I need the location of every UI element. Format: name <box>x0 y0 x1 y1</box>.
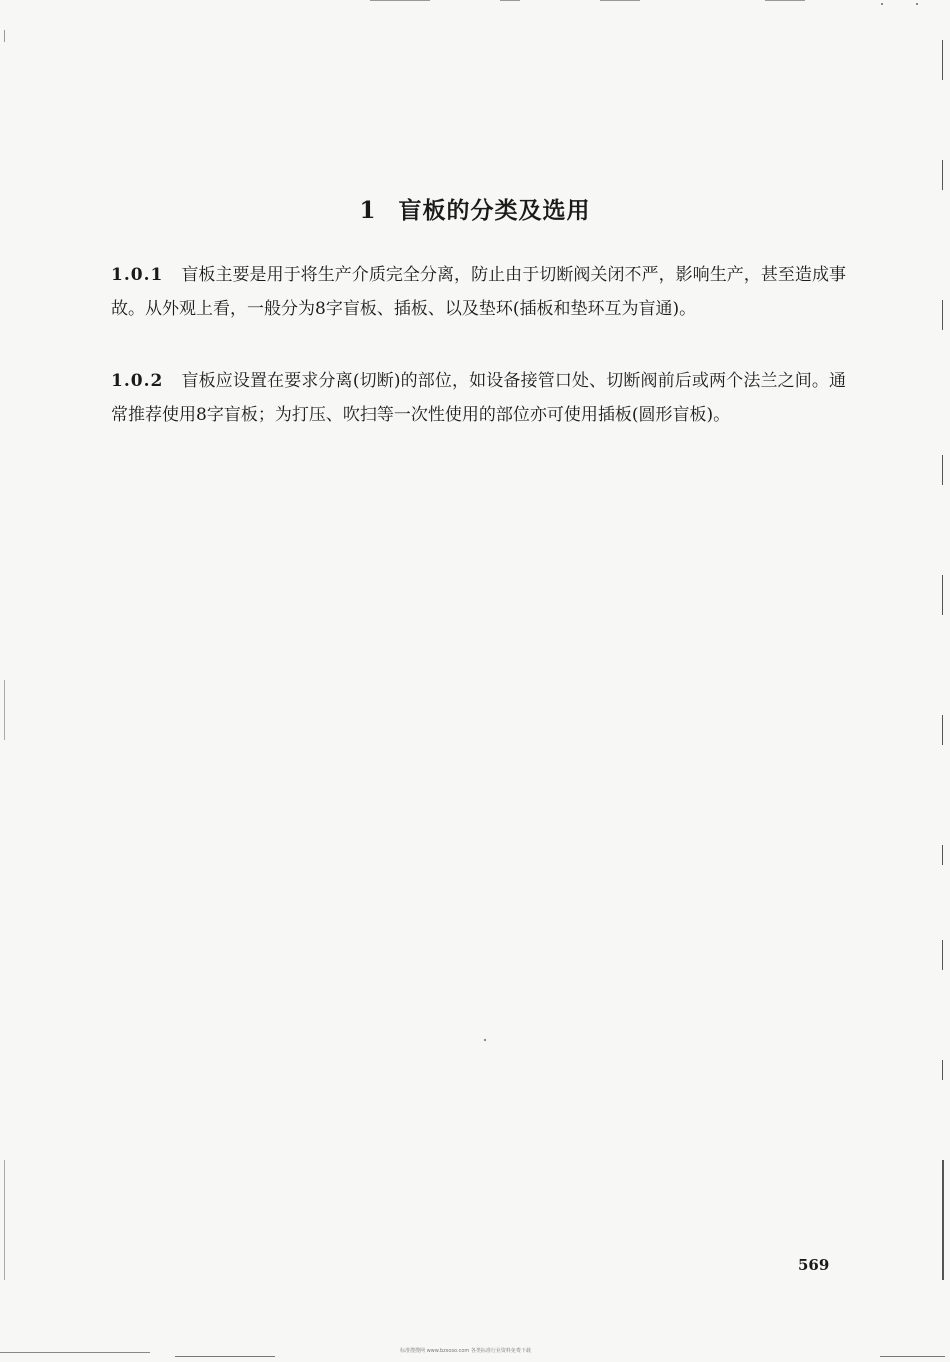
clause-number: 1.0.2 <box>111 371 164 391</box>
footer-watermark-text: 标准搜搜网 www.bzsoso.com 各类标准行业资料免费下载 <box>400 1348 531 1354</box>
scan-edge-mark <box>942 160 943 190</box>
scan-edge-mark <box>942 1060 943 1080</box>
scan-speck <box>484 1039 486 1041</box>
scan-edge-mark <box>765 0 805 1</box>
clause-1-0-2 <box>111 364 846 432</box>
scan-edge-mark <box>175 1356 275 1357</box>
clause-number: 1.0.1 <box>111 265 164 285</box>
scan-edge-mark <box>500 0 520 1</box>
scan-edge-mark <box>942 940 943 970</box>
chapter-title <box>0 192 950 225</box>
scan-edge-mark <box>942 575 943 615</box>
scan-edge-mark <box>4 1160 5 1280</box>
scan-edge-mark <box>942 455 943 485</box>
scan-edge-mark <box>942 1160 944 1280</box>
scan-speck <box>881 3 883 5</box>
scan-edge-mark <box>942 40 943 80</box>
scan-edge-mark <box>600 0 640 1</box>
chapter-number: 1 <box>359 197 377 224</box>
scan-edge-mark <box>942 300 943 330</box>
scan-edge-mark <box>4 680 5 740</box>
chapter-title-text: 盲板的分类及选用 <box>398 198 591 224</box>
clause-text: 盲板主要是用于将生产介质完全分离，防止由于切断阀关闭不严，影响生产，甚至造成事故。从外观上看，一般分为8字盲板、插板、以及垫环(插板和垫环互为盲通)。 <box>111 265 846 319</box>
scan-edge-mark <box>4 30 5 42</box>
scan-edge-mark <box>370 0 430 1</box>
scan-edge-mark <box>942 845 943 865</box>
clause-1-0-1 <box>111 258 846 326</box>
clause-text: 盲板应设置在要求分离(切断)的部位，如设备接管口处、切断阀前后或两个法兰之间。通常推荐使用8字盲板；为打压、吹扫等一次性使用的部位亦可使用插板(圆形盲板)。 <box>111 371 846 425</box>
scan-edge-mark <box>0 1352 150 1353</box>
scan-speck <box>916 3 918 5</box>
scan-edge-mark <box>942 715 943 745</box>
scan-edge-mark <box>880 1356 945 1357</box>
page-number: 569 <box>798 1256 830 1274</box>
